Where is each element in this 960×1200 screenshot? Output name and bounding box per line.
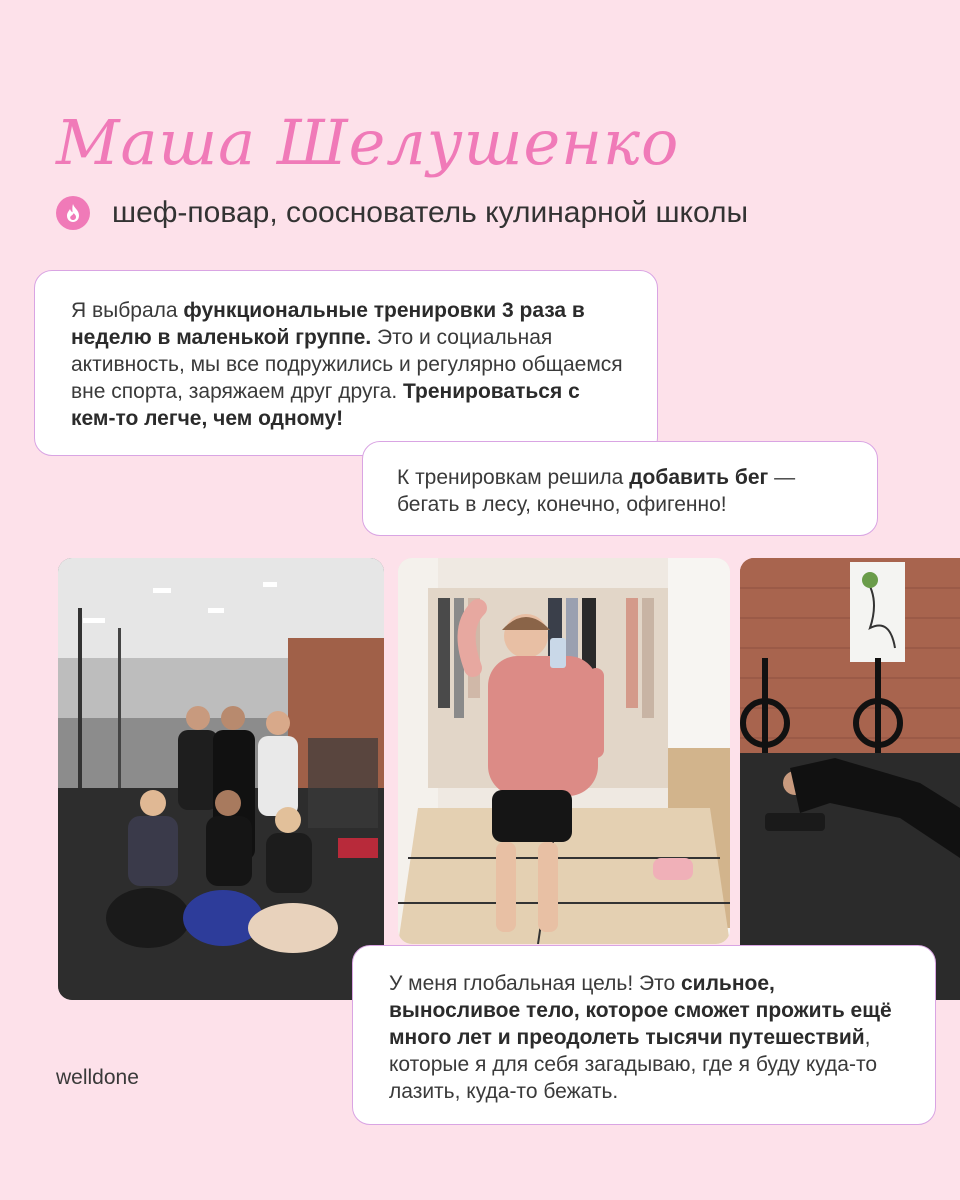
fire-icon [56, 196, 90, 230]
quote-text: — бегать в лесу, конечно, офигенно! [397, 466, 796, 516]
quote-bold: функциональные тренировки 3 раза в неделю в маленькой группе. [71, 299, 585, 349]
page-title: Маша Шелушенко [56, 106, 680, 179]
quote-bubble-training [34, 270, 658, 456]
subtitle: шеф-повар, сооснователь кулинарной школы [112, 196, 749, 229]
subtitle-row [56, 196, 748, 230]
plank-exercise-photo [740, 558, 960, 1000]
group-gym-photo [58, 558, 384, 1000]
quote-text: У меня глобальная цель! Это [389, 972, 681, 995]
quote-text: , которые я для себя загадываю, где я буду куда-то лазить, куда-то бежать. [389, 1026, 878, 1103]
quote-bold: Тренироваться с кем-то легче, чем одному! [71, 380, 580, 430]
quote-bubble-goal [352, 945, 936, 1125]
quote-text: К тренировкам решила [397, 466, 630, 489]
quote-text: Я выбрала [71, 299, 184, 322]
quote-text: Это и социальная активность, мы все подружились и регулярно общаемся вне спорта, заряжаем друг друга. [71, 326, 623, 403]
quote-bold: добавить бег [629, 466, 769, 489]
mirror-selfie-photo [398, 558, 730, 944]
quote-bubble-running [362, 441, 878, 536]
brand-logo: welldone [56, 1066, 139, 1089]
quote-bold: сильное, выносливое тело, которое сможет прожить ещё много лет и преодолеть тысячи путешествий [389, 972, 892, 1049]
